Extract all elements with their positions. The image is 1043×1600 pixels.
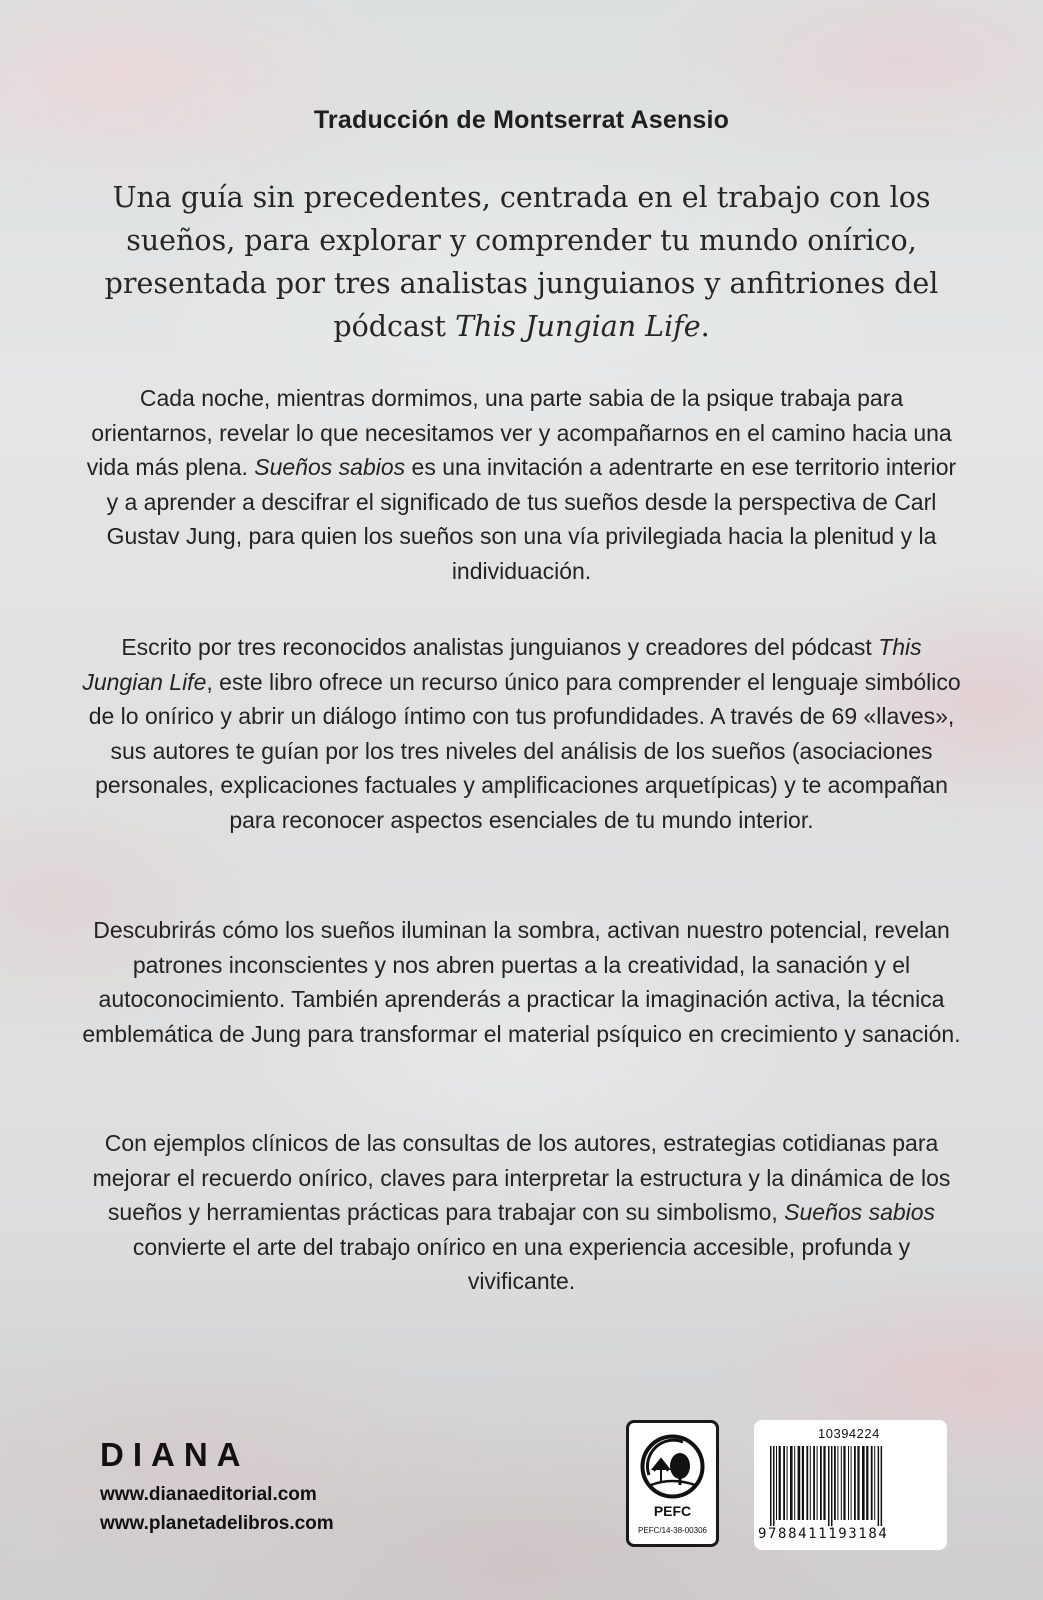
description-paragraph-4 bbox=[82, 1126, 961, 1299]
barcode-bar bbox=[823, 1446, 825, 1520]
tagline-text: Una guía sin precedentes, centrada en el trabajo con los sueños, para explorar y comprender tu mundo onírico, presentada por tres analistas junguianos y anfitriones del pódcast bbox=[104, 181, 939, 343]
barcode-bar bbox=[783, 1446, 785, 1520]
tagline-end: . bbox=[700, 310, 710, 343]
barcode-bar bbox=[828, 1446, 830, 1526]
barcode-bar bbox=[773, 1446, 775, 1526]
retailer-url: www.planetadelibros.com bbox=[100, 1513, 334, 1534]
barcode-bar bbox=[878, 1446, 880, 1526]
barcode-bar bbox=[862, 1446, 865, 1520]
barcode-bar bbox=[770, 1446, 772, 1526]
paragraph-text: es una invitación a adentrarte en ese territorio interior y a aprender a descifrar el significado de tus sueños desde la perspectiva de Carl Gustav Jung, para quien los sueños son una vía privilegiada hacia la plenitud y la individuación. bbox=[106, 454, 957, 584]
barcode-panel bbox=[754, 1420, 947, 1550]
barcode-bar bbox=[790, 1446, 793, 1520]
barcode-bar bbox=[841, 1446, 842, 1520]
paragraph-text: , este libro ofrece un recurso único para comprender el lenguaje simbólico de lo onírico y abrir un diálogo íntimo con tus profundidades. A través de 69 «llaves», sus autores te guían por los tres niveles del análisis de los sueños (asociaciones personales, explicaciones factuales y amplificaciones arquetípicas) y te acompañan para reconocer aspectos esenciales de tu mundo interior. bbox=[88, 668, 961, 833]
podcast-title: This Jungian Life bbox=[82, 634, 922, 695]
barcode-bar bbox=[798, 1446, 801, 1520]
barcode-icon bbox=[768, 1446, 934, 1526]
barcode-bar bbox=[810, 1446, 811, 1520]
paragraph-text: convierte el arte del trabajo onírico en una experiencia accesible, profunda y vivificante. bbox=[132, 1233, 911, 1294]
barcode-bar bbox=[848, 1446, 849, 1520]
barcode-bar bbox=[813, 1446, 815, 1520]
barcode-bar bbox=[851, 1446, 852, 1520]
internal-reference: 10394224 bbox=[818, 1426, 880, 1441]
barcode-bar bbox=[871, 1446, 873, 1520]
publisher-url: www.dianaeditorial.com bbox=[100, 1484, 317, 1505]
pefc-label: PEFC bbox=[653, 1503, 692, 1519]
barcode-bar bbox=[831, 1446, 833, 1526]
pefc-code: PEFC/14-38-00306 bbox=[638, 1526, 707, 1535]
book-title: Sueños sabios bbox=[254, 454, 406, 480]
description-paragraph-2 bbox=[82, 630, 961, 837]
podcast-title: This Jungian Life bbox=[455, 310, 701, 343]
barcode-bar bbox=[776, 1446, 777, 1520]
paragraph-text: Con ejemplos clínicos de las consultas de los autores, estrategias cotidianas para mejorar el recuerdo onírico, claves para interpretar la estructura y la dinámica de los sueños y herramientas prácticas para trabajar con su simbolismo, bbox=[92, 1130, 951, 1225]
paragraph-text: Cada noche, mientras dormimos, una parte sabia de la psique trabaja para orientarnos, revelar lo que necesitamos ver y acompañarnos en el camino hacia una vida más plena. bbox=[86, 385, 952, 480]
barcode-bar bbox=[779, 1446, 781, 1520]
pefc-certification-badge bbox=[626, 1420, 719, 1547]
barcode-bar bbox=[802, 1446, 804, 1520]
barcode-bar bbox=[854, 1446, 856, 1520]
paragraph-text: Escrito por tres reconocidos analistas junguianos y creadores del pódcast bbox=[121, 634, 879, 660]
barcode-bar bbox=[881, 1446, 883, 1526]
barcode-bar bbox=[837, 1446, 838, 1520]
barcode-bar bbox=[806, 1446, 808, 1520]
barcode-bar bbox=[874, 1446, 875, 1520]
tagline bbox=[100, 176, 943, 348]
barcode-bar bbox=[787, 1446, 788, 1520]
barcode-bar bbox=[857, 1446, 859, 1520]
translator-credit: Traducción de Montserrat Asensio bbox=[313, 106, 730, 134]
publisher-logo: DIANA bbox=[100, 1436, 250, 1473]
barcode-bar bbox=[794, 1446, 795, 1520]
barcode-bar bbox=[843, 1446, 845, 1520]
isbn-number: 9788411193184 bbox=[758, 1526, 889, 1542]
description-paragraph-3: Descubrirás cómo los sueños iluminan la sombra, activan nuestro potencial, revelan patrones inconscientes y nos abren puertas a la creatividad, la sanación y el autoconocimiento. También aprenderás a practicar la imaginación activa, la técnica emblemática de Jung para transformar el material psíquico en crecimiento y sanación. bbox=[82, 917, 961, 1047]
barcode-bar bbox=[866, 1446, 868, 1520]
barcode-bar bbox=[834, 1446, 836, 1520]
barcode-bar bbox=[817, 1446, 818, 1520]
pefc-tree-logo-icon bbox=[639, 1433, 706, 1500]
book-title: Sueños sabios bbox=[784, 1199, 936, 1225]
barcode-bar bbox=[820, 1446, 822, 1520]
description-paragraph-1 bbox=[82, 381, 961, 588]
